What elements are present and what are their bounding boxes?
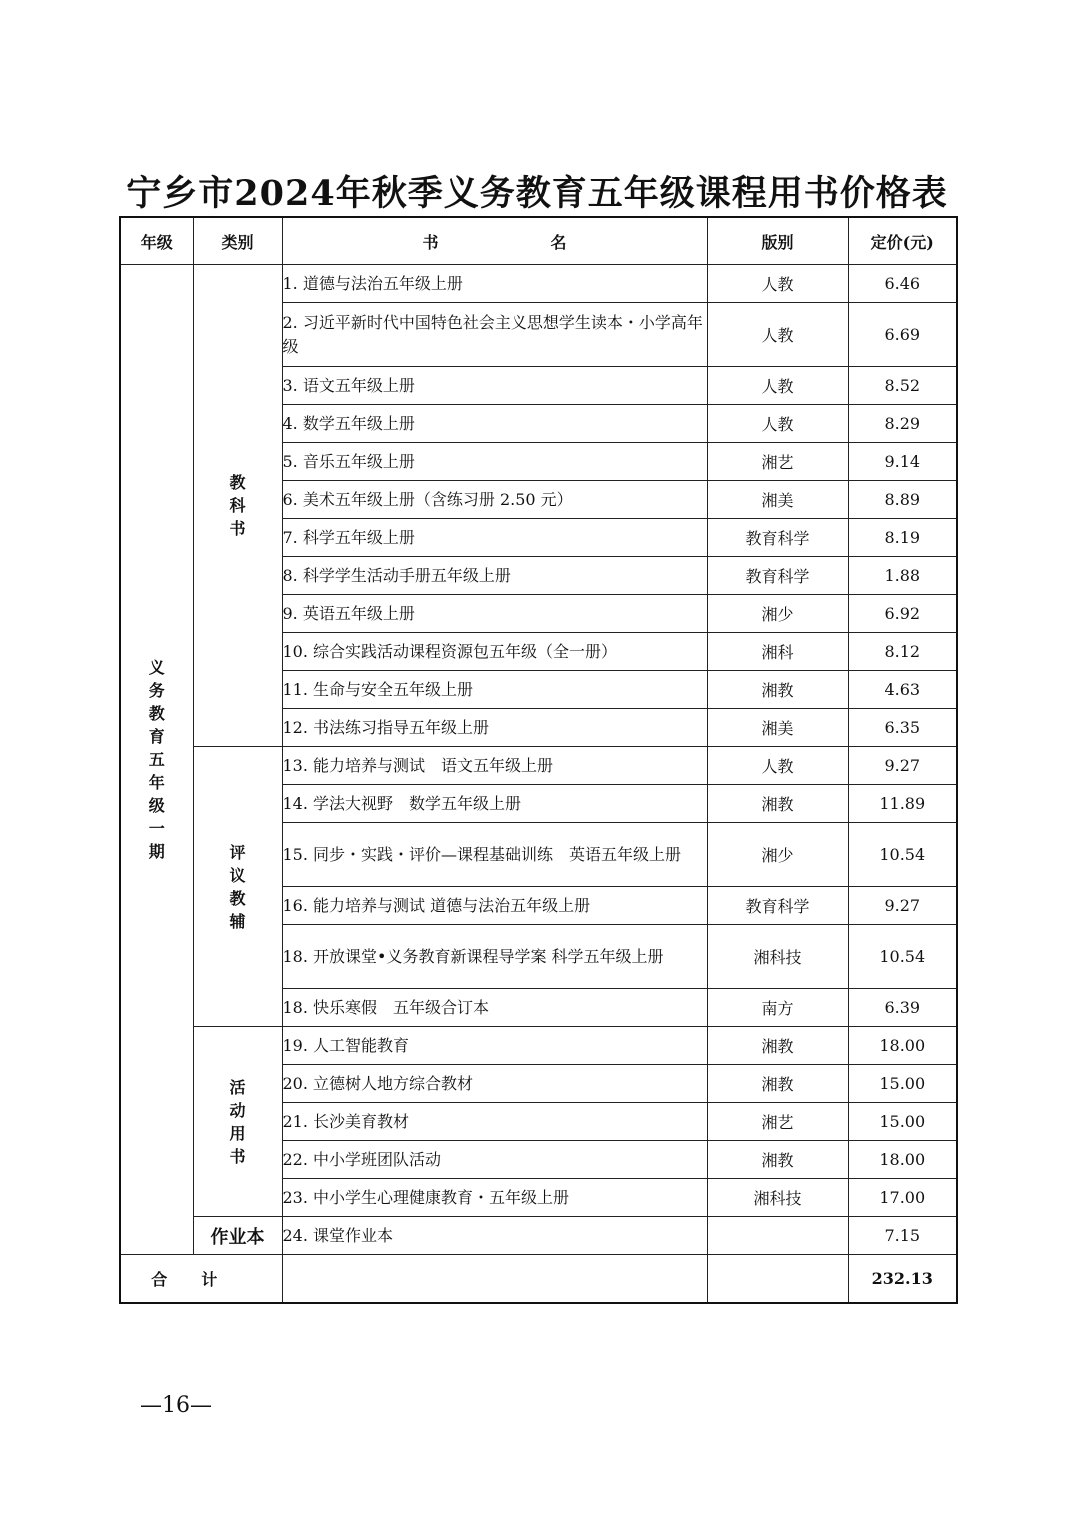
price: 17.00 — [848, 1179, 957, 1217]
header-grade: 年级 — [120, 217, 193, 265]
price: 6.39 — [848, 989, 957, 1027]
publisher: 人教 — [707, 265, 848, 303]
book-name: 7. 科学五年级上册 — [282, 519, 707, 557]
price: 8.12 — [848, 633, 957, 671]
page-number: —16— — [140, 1393, 212, 1418]
total-empty-publisher — [707, 1255, 848, 1304]
publisher: 人教 — [707, 367, 848, 405]
book-name: 23. 中小学生心理健康教育・五年级上册 — [282, 1179, 707, 1217]
header-publisher: 版别 — [707, 217, 848, 265]
price: 10.54 — [848, 823, 957, 887]
category-homework: 作业本 — [193, 1217, 282, 1255]
header-category: 类别 — [193, 217, 282, 265]
price: 6.46 — [848, 265, 957, 303]
price: 8.89 — [848, 481, 957, 519]
price-table — [119, 216, 958, 1304]
price: 18.00 — [848, 1141, 957, 1179]
publisher: 湘教 — [707, 671, 848, 709]
book-name: 15. 同步・实践・评价—课程基础训练 英语五年级上册 — [282, 823, 707, 887]
book-name: 8. 科学学生活动手册五年级上册 — [282, 557, 707, 595]
price: 6.69 — [848, 303, 957, 367]
category-review: 评议教辅 — [193, 747, 282, 1027]
price: 9.27 — [848, 747, 957, 785]
price: 18.00 — [848, 1027, 957, 1065]
publisher: 人教 — [707, 303, 848, 367]
header-book-name: 书 名 — [282, 217, 707, 265]
publisher: 湘教 — [707, 1027, 848, 1065]
book-name: 14. 学法大视野 数学五年级上册 — [282, 785, 707, 823]
publisher: 教育科学 — [707, 557, 848, 595]
publisher: 湘艺 — [707, 1103, 848, 1141]
book-name: 13. 能力培养与测试 语文五年级上册 — [282, 747, 707, 785]
table-row — [120, 747, 957, 785]
price: 15.00 — [848, 1065, 957, 1103]
category-activity: 活动用书 — [193, 1027, 282, 1217]
book-name: 18. 开放课堂•义务教育新课程导学案 科学五年级上册 — [282, 925, 707, 989]
book-name: 22. 中小学班团队活动 — [282, 1141, 707, 1179]
publisher: 人教 — [707, 405, 848, 443]
table-row — [120, 265, 957, 303]
header-price: 定价(元) — [848, 217, 957, 265]
table-row — [120, 1217, 957, 1255]
book-name: 3. 语文五年级上册 — [282, 367, 707, 405]
publisher: 湘科 — [707, 633, 848, 671]
book-name: 10. 综合实践活动课程资源包五年级（全一册） — [282, 633, 707, 671]
book-name: 9. 英语五年级上册 — [282, 595, 707, 633]
publisher: 湘科技 — [707, 1179, 848, 1217]
publisher: 湘教 — [707, 1141, 848, 1179]
publisher: 湘少 — [707, 823, 848, 887]
table-row — [120, 1027, 957, 1065]
book-name: 12. 书法练习指导五年级上册 — [282, 709, 707, 747]
book-name: 24. 课堂作业本 — [282, 1217, 707, 1255]
publisher: 湘艺 — [707, 443, 848, 481]
total-row — [120, 1255, 957, 1304]
publisher: 湘美 — [707, 481, 848, 519]
price: 9.27 — [848, 887, 957, 925]
book-name: 11. 生命与安全五年级上册 — [282, 671, 707, 709]
book-name: 19. 人工智能教育 — [282, 1027, 707, 1065]
book-name: 5. 音乐五年级上册 — [282, 443, 707, 481]
price: 8.29 — [848, 405, 957, 443]
publisher: 南方 — [707, 989, 848, 1027]
price: 4.63 — [848, 671, 957, 709]
book-name: 20. 立德树人地方综合教材 — [282, 1065, 707, 1103]
header-row — [120, 217, 957, 265]
price: 8.52 — [848, 367, 957, 405]
category-textbook: 教科书 — [193, 265, 282, 747]
page-title: 宁乡市2024年秋季义务教育五年级课程用书价格表 — [126, 173, 948, 214]
book-name: 18. 快乐寒假 五年级合订本 — [282, 989, 707, 1027]
publisher: 湘少 — [707, 595, 848, 633]
price: 7.15 — [848, 1217, 957, 1255]
book-name: 16. 能力培养与测试 道德与法治五年级上册 — [282, 887, 707, 925]
total-empty-name — [282, 1255, 707, 1304]
book-name: 1. 道德与法治五年级上册 — [282, 265, 707, 303]
price: 11.89 — [848, 785, 957, 823]
publisher: 湘教 — [707, 1065, 848, 1103]
price: 9.14 — [848, 443, 957, 481]
book-name: 2. 习近平新时代中国特色社会主义思想学生读本・小学高年级 — [282, 303, 707, 367]
price: 6.35 — [848, 709, 957, 747]
book-name: 4. 数学五年级上册 — [282, 405, 707, 443]
price: 10.54 — [848, 925, 957, 989]
publisher: 教育科学 — [707, 519, 848, 557]
total-value: 232.13 — [848, 1255, 957, 1304]
price: 1.88 — [848, 557, 957, 595]
total-label: 合计 — [120, 1255, 282, 1304]
publisher: 湘教 — [707, 785, 848, 823]
publisher: 湘美 — [707, 709, 848, 747]
book-name: 6. 美术五年级上册（含练习册 2.50 元） — [282, 481, 707, 519]
price: 15.00 — [848, 1103, 957, 1141]
book-name: 21. 长沙美育教材 — [282, 1103, 707, 1141]
price: 8.19 — [848, 519, 957, 557]
publisher: 人教 — [707, 747, 848, 785]
publisher — [707, 1217, 848, 1255]
publisher: 湘科技 — [707, 925, 848, 989]
publisher: 教育科学 — [707, 887, 848, 925]
price: 6.92 — [848, 595, 957, 633]
grade-cell: 义务教育五年级一期 — [120, 265, 193, 1255]
